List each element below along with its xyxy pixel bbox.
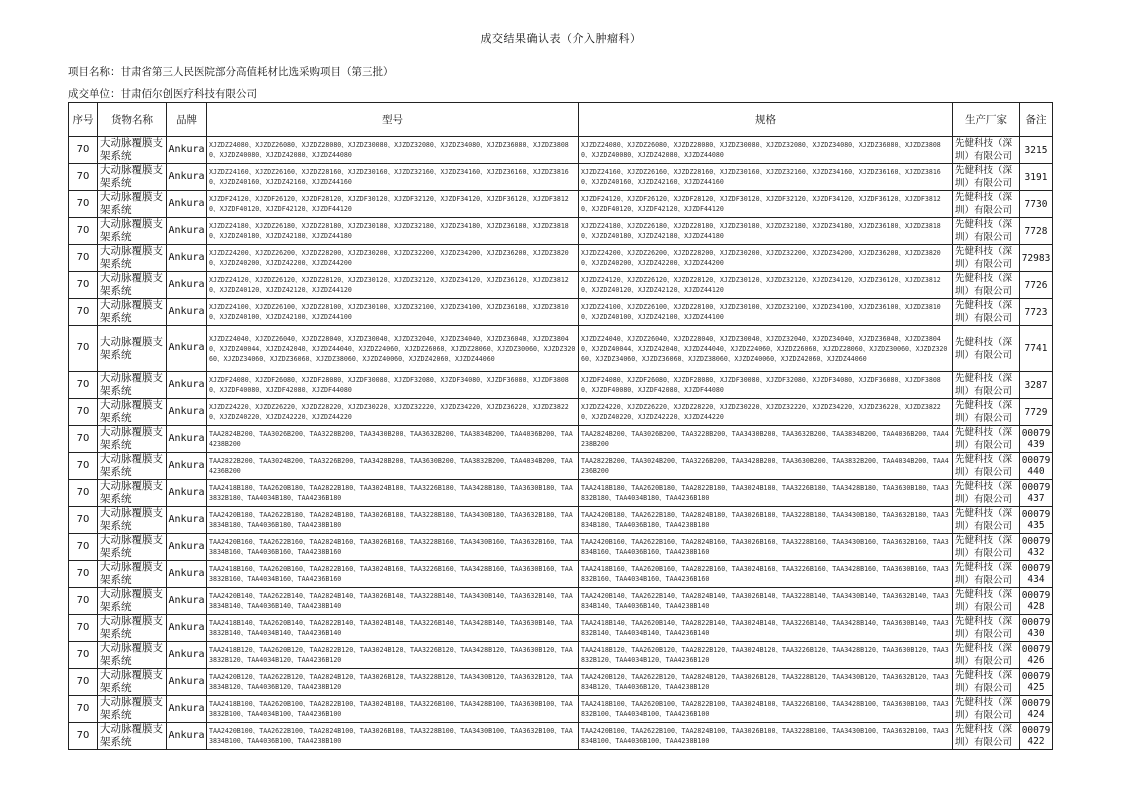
cell-spec-list: TAA2824B200、TAA3026B200、TAA3228B200、TAA3430B200、TAA3632B200、TAA3834B200、TAA4036B200、TAA4238B200 [579, 426, 953, 453]
cell-model-list: TAA2822B200、TAA3024B200、TAA3226B200、TAA3428B200、TAA3630B200、TAA3832B200、TAA4034B200、TAA4236B200 [207, 453, 579, 480]
table-row [69, 426, 1053, 453]
cell-note: 7730 [1020, 191, 1053, 218]
cell-spec-list: TAA2420B180、TAA2622B180、TAA2824B180、TAA3026B180、TAA3228B180、TAA3430B180、TAA3632B180、TAA3834B180、TAA4036B180、TAA4238B180 [579, 507, 953, 534]
table-row [69, 272, 1053, 299]
header-note: 备注 [1020, 103, 1053, 137]
cell-goods-name: 大动脉覆膜支架系统 [98, 218, 167, 245]
cell-note: 00079440 [1020, 453, 1053, 480]
cell-spec-list: XJZDZ24180、XJZDZ26180、XJZDZ28180、XJZDZ30180、XJZDZ32180、XJZDZ34180、XJZDZ36180、XJZDZ38180、XJZDZ40180、XJZDZ42180、XJZDZ44180 [579, 218, 953, 245]
cell-note: 7741 [1020, 326, 1053, 372]
cell-model-list: TAA2420B100、TAA2622B100、TAA2824B100、TAA3026B100、TAA3228B100、TAA3430B100、TAA3632B100、TAA3834B100、TAA4036B100、TAA4238B100 [207, 723, 579, 750]
cell-row-number: 70 [69, 723, 98, 750]
cell-row-number: 70 [69, 534, 98, 561]
cell-row-number: 70 [69, 399, 98, 426]
cell-note: 00079428 [1020, 588, 1053, 615]
table-row [69, 561, 1053, 588]
cell-manufacturer: 先健科技（深圳）有限公司 [953, 191, 1020, 218]
document-title: 成交结果确认表（介入肿瘤科） [480, 32, 642, 45]
cell-brand: Ankura [167, 588, 207, 615]
project-name-line: 项目名称：甘肃省第三人民医院部分高值耗材比选采购项目（第三批） [68, 66, 394, 78]
cell-note: 7728 [1020, 218, 1053, 245]
cell-brand: Ankura [167, 561, 207, 588]
cell-row-number: 70 [69, 696, 98, 723]
cell-model-list: XJZDZ24100、XJZDZ26100、XJZDZ28100、XJZDZ30100、XJZDZ32100、XJZDZ34100、XJZDZ36100、XJZDZ38100、XJZDZ40100、XJZDZ42100、XJZDZ44100 [207, 299, 579, 326]
cell-brand: Ankura [167, 218, 207, 245]
cell-goods-name: 大动脉覆膜支架系统 [98, 426, 167, 453]
cell-model-list: XJZDF24080、XJZDF26080、XJZDF28080、XJZDF30080、XJZDF32080、XJZDF34080、XJZDF36080、XJZDF38080、XJZDF40080、XJZDF42080、XJZDF44080 [207, 372, 579, 399]
cell-model-list: TAA2418B100、TAA2620B100、TAA2822B100、TAA3024B100、TAA3226B100、TAA3428B100、TAA3630B100、TAA3832B100、TAA4034B100、TAA4236B100 [207, 696, 579, 723]
cell-manufacturer: 先健科技（深圳）有限公司 [953, 245, 1020, 272]
cell-model-list: XJZDZ24120、XJZDZ26120、XJZDZ28120、XJZDZ30120、XJZDZ32120、XJZDZ34120、XJZDZ36120、XJZDZ38120、XJZDZ40120、XJZDZ42120、XJZDZ44120 [207, 272, 579, 299]
cell-goods-name: 大动脉覆膜支架系统 [98, 723, 167, 750]
table-row [69, 326, 1053, 372]
cell-spec-list: XJZDZ24080、XJZDZ26080、XJZDZ28080、XJZDZ30080、XJZDZ32080、XJZDZ34080、XJZDZ36080、XJZDZ38080、XJZDZ40080、XJZDZ42080、XJZDZ44080 [579, 137, 953, 164]
cell-goods-name: 大动脉覆膜支架系统 [98, 507, 167, 534]
cell-note: 00079432 [1020, 534, 1053, 561]
cell-brand: Ankura [167, 245, 207, 272]
cell-spec-list: TAA2420B140、TAA2622B140、TAA2824B140、TAA3026B140、TAA3228B140、TAA3430B140、TAA3632B140、TAA3834B140、TAA4036B140、TAA4238B140 [579, 588, 953, 615]
cell-spec-list: TAA2420B100、TAA2622B100、TAA2824B100、TAA3026B100、TAA3228B100、TAA3430B100、TAA3632B100、TAA3834B100、TAA4036B100、TAA4238B100 [579, 723, 953, 750]
cell-row-number: 70 [69, 642, 98, 669]
cell-spec-list: XJZDF24080、XJZDF26080、XJZDF28080、XJZDF30080、XJZDF32080、XJZDF34080、XJZDF36080、XJZDF38080、XJZDF40080、XJZDF42080、XJZDF44080 [579, 372, 953, 399]
table-row [69, 507, 1053, 534]
cell-goods-name: 大动脉覆膜支架系统 [98, 480, 167, 507]
cell-row-number: 70 [69, 453, 98, 480]
header-manufacturer: 生产厂家 [953, 103, 1020, 137]
cell-row-number: 70 [69, 164, 98, 191]
cell-spec-list: TAA2418B100、TAA2620B100、TAA2822B100、TAA3024B100、TAA3226B100、TAA3428B100、TAA3630B100、TAA3832B100、TAA4034B100、TAA4236B100 [579, 696, 953, 723]
cell-spec-list: XJZDZ24120、XJZDZ26120、XJZDZ28120、XJZDZ30120、XJZDZ32120、XJZDZ34120、XJZDZ36120、XJZDZ38120、XJZDZ40120、XJZDZ42120、XJZDZ44120 [579, 272, 953, 299]
cell-manufacturer: 先健科技（深圳）有限公司 [953, 696, 1020, 723]
cell-goods-name: 大动脉覆膜支架系统 [98, 272, 167, 299]
cell-note: 7729 [1020, 399, 1053, 426]
table-row [69, 137, 1053, 164]
cell-model-list: TAA2420B160、TAA2622B160、TAA2824B160、TAA3026B160、TAA3228B160、TAA3430B160、TAA3632B160、TAA3834B160、TAA4036B160、TAA4238B160 [207, 534, 579, 561]
cell-spec-list: XJZDZ24160、XJZDZ26160、XJZDZ28160、XJZDZ30160、XJZDZ32160、XJZDZ34160、XJZDZ36160、XJZDZ38160、XJZDZ40160、XJZDZ42160、XJZDZ44160 [579, 164, 953, 191]
cell-manufacturer: 先健科技（深圳）有限公司 [953, 723, 1020, 750]
table-row [69, 696, 1053, 723]
table-row [69, 453, 1053, 480]
table-row [69, 218, 1053, 245]
cell-manufacturer: 先健科技（深圳）有限公司 [953, 642, 1020, 669]
cell-manufacturer: 先健科技（深圳）有限公司 [953, 218, 1020, 245]
cell-goods-name: 大动脉覆膜支架系统 [98, 561, 167, 588]
table-row [69, 164, 1053, 191]
cell-spec-list: XJZDZ24200、XJZDZ26200、XJZDZ28200、XJZDZ30200、XJZDZ32200、XJZDZ34200、XJZDZ36200、XJZDZ38200、XJZDZ40200、XJZDZ42200、XJZDZ44200 [579, 245, 953, 272]
table-row [69, 642, 1053, 669]
cell-row-number: 70 [69, 561, 98, 588]
cell-goods-name: 大动脉覆膜支架系统 [98, 245, 167, 272]
cell-brand: Ankura [167, 480, 207, 507]
cell-goods-name: 大动脉覆膜支架系统 [98, 453, 167, 480]
cell-goods-name: 大动脉覆膜支架系统 [98, 326, 167, 372]
cell-goods-name: 大动脉覆膜支架系统 [98, 534, 167, 561]
cell-model-list: XJZDZ24160、XJZDZ26160、XJZDZ28160、XJZDZ30160、XJZDZ32160、XJZDZ34160、XJZDZ36160、XJZDZ38160、XJZDZ40160、XJZDZ42160、XJZDZ44160 [207, 164, 579, 191]
cell-row-number: 70 [69, 588, 98, 615]
cell-brand: Ankura [167, 534, 207, 561]
header-no: 序号 [69, 103, 98, 137]
cell-model-list: TAA2420B140、TAA2622B140、TAA2824B140、TAA3026B140、TAA3228B140、TAA3430B140、TAA3632B140、TAA3834B140、TAA4036B140、TAA4238B140 [207, 588, 579, 615]
cell-row-number: 70 [69, 326, 98, 372]
cell-row-number: 70 [69, 372, 98, 399]
cell-manufacturer: 先健科技（深圳）有限公司 [953, 615, 1020, 642]
cell-row-number: 70 [69, 218, 98, 245]
cell-manufacturer: 先健科技（深圳）有限公司 [953, 372, 1020, 399]
cell-brand: Ankura [167, 272, 207, 299]
cell-model-list: TAA2420B180、TAA2622B180、TAA2824B180、TAA3026B180、TAA3228B180、TAA3430B180、TAA3632B180、TAA3834B180、TAA4036B180、TAA4238B180 [207, 507, 579, 534]
cell-spec-list: TAA2418B140、TAA2620B140、TAA2822B140、TAA3024B140、TAA3226B140、TAA3428B140、TAA3630B140、TAA3832B140、TAA4034B140、TAA4236B140 [579, 615, 953, 642]
cell-spec-list: XJZDZ24040、XJZDZ26040、XJZDZ28040、XJZDZ30040、XJZDZ32040、XJZDZ34040、XJZDZ36040、XJZDZ38040、XJZDZ40044、XJZDZ42040、XJZDZ44040、XJZDZ24060、XJZDZ26060、XJZDZ28060、XJZDZ30060、XJZDZ32060、XJZDZ34060、XJZDZ36060、XJZDZ38060、XJZDZ40060、XJZDZ42060、XJZDZ44060 [579, 326, 953, 372]
cell-brand: Ankura [167, 426, 207, 453]
cell-note: 00079422 [1020, 723, 1053, 750]
cell-row-number: 70 [69, 507, 98, 534]
cell-row-number: 70 [69, 191, 98, 218]
table-row [69, 399, 1053, 426]
cell-model-list: XJZDF24120、XJZDF26120、XJZDF28120、XJZDF30120、XJZDF32120、XJZDF34120、XJZDF36120、XJZDF38120、XJZDF40120、XJZDF42120、XJZDF44120 [207, 191, 579, 218]
cell-goods-name: 大动脉覆膜支架系统 [98, 191, 167, 218]
cell-model-list: TAA2418B160、TAA2620B160、TAA2822B160、TAA3024B160、TAA3226B160、TAA3428B160、TAA3630B160、TAA3832B160、TAA4034B160、TAA4236B160 [207, 561, 579, 588]
table-row [69, 588, 1053, 615]
cell-manufacturer: 先健科技（深圳）有限公司 [953, 399, 1020, 426]
cell-model-list: XJZDZ24180、XJZDZ26180、XJZDZ28180、XJZDZ30180、XJZDZ32180、XJZDZ34180、XJZDZ36180、XJZDZ38180、XJZDZ40180、XJZDZ42180、XJZDZ44180 [207, 218, 579, 245]
cell-note: 3191 [1020, 164, 1053, 191]
cell-brand: Ankura [167, 399, 207, 426]
cell-brand: Ankura [167, 299, 207, 326]
cell-spec-list: TAA2420B160、TAA2622B160、TAA2824B160、TAA3026B160、TAA3228B160、TAA3430B160、TAA3632B160、TAA3834B160、TAA4036B160、TAA4238B160 [579, 534, 953, 561]
cell-manufacturer: 先健科技（深圳）有限公司 [953, 561, 1020, 588]
cell-brand: Ankura [167, 326, 207, 372]
cell-model-list: XJZDZ24220、XJZDZ26220、XJZDZ28220、XJZDZ30220、XJZDZ32220、XJZDZ34220、XJZDZ36220、XJZDZ38220、XJZDZ40220、XJZDZ42220、XJZDZ44220 [207, 399, 579, 426]
cell-note: 00079426 [1020, 642, 1053, 669]
cell-note: 7726 [1020, 272, 1053, 299]
table-row [69, 480, 1053, 507]
cell-manufacturer: 先健科技（深圳）有限公司 [953, 669, 1020, 696]
cell-note: 72983 [1020, 245, 1053, 272]
cell-row-number: 70 [69, 615, 98, 642]
table-row [69, 669, 1053, 696]
cell-brand: Ankura [167, 669, 207, 696]
cell-brand: Ankura [167, 191, 207, 218]
header-brand: 品牌 [167, 103, 207, 137]
cell-manufacturer: 先健科技（深圳）有限公司 [953, 507, 1020, 534]
cell-manufacturer: 先健科技（深圳）有限公司 [953, 534, 1020, 561]
cell-spec-list: TAA2418B180、TAA2620B180、TAA2822B180、TAA3024B180、TAA3226B180、TAA3428B180、TAA3630B180、TAA3832B180、TAA4034B180、TAA4236B180 [579, 480, 953, 507]
cell-manufacturer: 先健科技（深圳）有限公司 [953, 137, 1020, 164]
table-row [69, 191, 1053, 218]
cell-row-number: 70 [69, 272, 98, 299]
cell-goods-name: 大动脉覆膜支架系统 [98, 399, 167, 426]
cell-row-number: 70 [69, 426, 98, 453]
header-model: 型号 [207, 103, 579, 137]
cell-model-list: XJZDZ24080、XJZDZ26080、XJZDZ28080、XJZDZ30080、XJZDZ32080、XJZDZ34080、XJZDZ36080、XJZDZ38080、XJZDZ40080、XJZDZ42080、XJZDZ44080 [207, 137, 579, 164]
cell-model-list: TAA2418B140、TAA2620B140、TAA2822B140、TAA3024B140、TAA3226B140、TAA3428B140、TAA3630B140、TAA3832B140、TAA4034B140、TAA4236B140 [207, 615, 579, 642]
cell-manufacturer: 先健科技（深圳）有限公司 [953, 272, 1020, 299]
table-row [69, 723, 1053, 750]
table-header-row [69, 103, 1053, 137]
cell-spec-list: XJZDF24120、XJZDF26120、XJZDF28120、XJZDF30120、XJZDF32120、XJZDF34120、XJZDF36120、XJZDF38120、XJZDF40120、XJZDF42120、XJZDF44120 [579, 191, 953, 218]
cell-manufacturer: 先健科技（深圳）有限公司 [953, 426, 1020, 453]
cell-note: 00079430 [1020, 615, 1053, 642]
cell-note: 3215 [1020, 137, 1053, 164]
cell-manufacturer: 先健科技（深圳）有限公司 [953, 326, 1020, 372]
table-row [69, 299, 1053, 326]
winning-company-line: 成交单位：甘肃佰尔创医疗科技有限公司 [68, 88, 257, 100]
cell-spec-list: XJZDZ24100、XJZDZ26100、XJZDZ28100、XJZDZ30100、XJZDZ32100、XJZDZ34100、XJZDZ36100、XJZDZ38100、XJZDZ40100、XJZDZ42100、XJZDZ44100 [579, 299, 953, 326]
cell-row-number: 70 [69, 137, 98, 164]
table-row [69, 372, 1053, 399]
cell-spec-list: TAA2418B160、TAA2620B160、TAA2822B160、TAA3024B160、TAA3226B160、TAA3428B160、TAA3630B160、TAA3832B160、TAA4034B160、TAA4236B160 [579, 561, 953, 588]
cell-brand: Ankura [167, 615, 207, 642]
cell-manufacturer: 先健科技（深圳）有限公司 [953, 299, 1020, 326]
cell-spec-list: TAA2418B120、TAA2620B120、TAA2822B120、TAA3024B120、TAA3226B120、TAA3428B120、TAA3630B120、TAA3832B120、TAA4034B120、TAA4236B120 [579, 642, 953, 669]
cell-note: 00079439 [1020, 426, 1053, 453]
cell-manufacturer: 先健科技（深圳）有限公司 [953, 164, 1020, 191]
cell-model-list: TAA2418B180、TAA2620B180、TAA2822B180、TAA3024B180、TAA3226B180、TAA3428B180、TAA3630B180、TAA3832B180、TAA4034B180、TAA4236B180 [207, 480, 579, 507]
cell-note: 00079434 [1020, 561, 1053, 588]
cell-spec-list: XJZDZ24220、XJZDZ26220、XJZDZ28220、XJZDZ30220、XJZDZ32220、XJZDZ34220、XJZDZ36220、XJZDZ38220、XJZDZ40220、XJZDZ42220、XJZDZ44220 [579, 399, 953, 426]
cell-row-number: 70 [69, 480, 98, 507]
cell-goods-name: 大动脉覆膜支架系统 [98, 588, 167, 615]
results-table [68, 102, 1053, 750]
cell-goods-name: 大动脉覆膜支架系统 [98, 372, 167, 399]
cell-goods-name: 大动脉覆膜支架系统 [98, 669, 167, 696]
cell-note: 00079437 [1020, 480, 1053, 507]
cell-brand: Ankura [167, 507, 207, 534]
cell-goods-name: 大动脉覆膜支架系统 [98, 615, 167, 642]
cell-goods-name: 大动脉覆膜支架系统 [98, 164, 167, 191]
cell-manufacturer: 先健科技（深圳）有限公司 [953, 453, 1020, 480]
cell-manufacturer: 先健科技（深圳）有限公司 [953, 480, 1020, 507]
cell-note: 3287 [1020, 372, 1053, 399]
cell-note: 00079425 [1020, 669, 1053, 696]
cell-model-list: TAA2420B120、TAA2622B120、TAA2824B120、TAA3026B120、TAA3228B120、TAA3430B120、TAA3632B120、TAA3834B120、TAA4036B120、TAA4238B120 [207, 669, 579, 696]
cell-brand: Ankura [167, 372, 207, 399]
cell-brand: Ankura [167, 137, 207, 164]
cell-brand: Ankura [167, 696, 207, 723]
cell-model-list: TAA2824B200、TAA3026B200、TAA3228B200、TAA3430B200、TAA3632B200、TAA3834B200、TAA4036B200、TAA4238B200 [207, 426, 579, 453]
cell-spec-list: TAA2420B120、TAA2622B120、TAA2824B120、TAA3026B120、TAA3228B120、TAA3430B120、TAA3632B120、TAA3834B120、TAA4036B120、TAA4238B120 [579, 669, 953, 696]
header-goods-name: 货物名称 [98, 103, 167, 137]
cell-goods-name: 大动脉覆膜支架系统 [98, 642, 167, 669]
cell-brand: Ankura [167, 723, 207, 750]
cell-row-number: 70 [69, 669, 98, 696]
table-row [69, 245, 1053, 272]
cell-row-number: 70 [69, 299, 98, 326]
cell-row-number: 70 [69, 245, 98, 272]
cell-goods-name: 大动脉覆膜支架系统 [98, 299, 167, 326]
cell-goods-name: 大动脉覆膜支架系统 [98, 137, 167, 164]
header-spec: 规格 [579, 103, 953, 137]
cell-brand: Ankura [167, 164, 207, 191]
cell-model-list: TAA2418B120、TAA2620B120、TAA2822B120、TAA3024B120、TAA3226B120、TAA3428B120、TAA3630B120、TAA3832B120、TAA4034B120、TAA4236B120 [207, 642, 579, 669]
cell-brand: Ankura [167, 642, 207, 669]
cell-note: 00079435 [1020, 507, 1053, 534]
cell-brand: Ankura [167, 453, 207, 480]
cell-goods-name: 大动脉覆膜支架系统 [98, 696, 167, 723]
cell-spec-list: TAA2822B200、TAA3024B200、TAA3226B200、TAA3428B200、TAA3630B200、TAA3832B200、TAA4034B200、TAA4236B200 [579, 453, 953, 480]
cell-note: 00079424 [1020, 696, 1053, 723]
table-row [69, 534, 1053, 561]
cell-note: 7723 [1020, 299, 1053, 326]
cell-model-list: XJZDZ24200、XJZDZ26200、XJZDZ28200、XJZDZ30200、XJZDZ32200、XJZDZ34200、XJZDZ36200、XJZDZ38200、XJZDZ40200、XJZDZ42200、XJZDZ44200 [207, 245, 579, 272]
table-row [69, 615, 1053, 642]
cell-model-list: XJZDZ24040、XJZDZ26040、XJZDZ28040、XJZDZ30040、XJZDZ32040、XJZDZ34040、XJZDZ36040、XJZDZ38040、XJZDZ40044、XJZDZ42040、XJZDZ44040、XJZDZ24060、XJZDZ26060、XJZDZ28060、XJZDZ30060、XJZDZ32060、XJZDZ34060、XJZDZ36060、XJZDZ38060、XJZDZ40060、XJZDZ42060、XJZDZ44060 [207, 326, 579, 372]
cell-manufacturer: 先健科技（深圳）有限公司 [953, 588, 1020, 615]
